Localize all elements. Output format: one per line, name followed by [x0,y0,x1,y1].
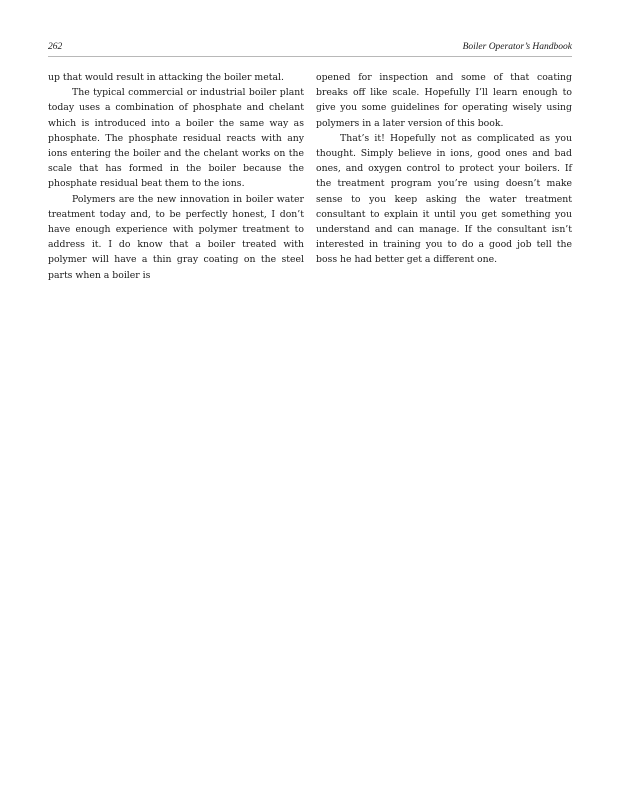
paragraph-continuation: up that would result in attacking the boiler metal. [48,72,284,83]
paragraph-polymer-continuation: opened for inspection and some of that coating breaks off like scale. Hopefully I’ll learn enough to give you some guidelines for operating wisely using polymers in a later version of this book. [316,72,572,129]
page-number: 262 [48,42,63,52]
paragraph-conclusion: That’s it! Hopefully not as complicated as you thought. Simply believe in ions, good ones and bad ones, and oxygen control to protect your boilers. If the treatment program you’re using doesn’t make sense to you keep asking the water treatment consultant to explain it until you get something you understand and can manage. If the consultant isn’t interested in training you to do a good job tell the boss he had better get a different one. [316,132,572,266]
right-column [316,70,572,268]
paragraph-phosphate-chelant: The typical commercial or industrial boiler plant today uses a combination of phosphate and chelant which is introduced into a boiler the same way as phosphate. The phosphate residual reacts with any ions entering the boiler and the chelant works on the scale that has formed in the boiler because the phosphate residual beat them to the ions. [48,87,304,190]
left-column [48,70,304,283]
paragraph-polymers: Polymers are the new innovation in boiler water treatment today and, to be perfectly honest, I don’t have enough experience with polymer treatment to address it. I do know that a boiler treated with polymer will have a thin gray coating on the steel parts when a boiler is [48,193,304,281]
running-title: Boiler Operator’s Handbook [462,42,572,52]
page-header [48,42,572,57]
